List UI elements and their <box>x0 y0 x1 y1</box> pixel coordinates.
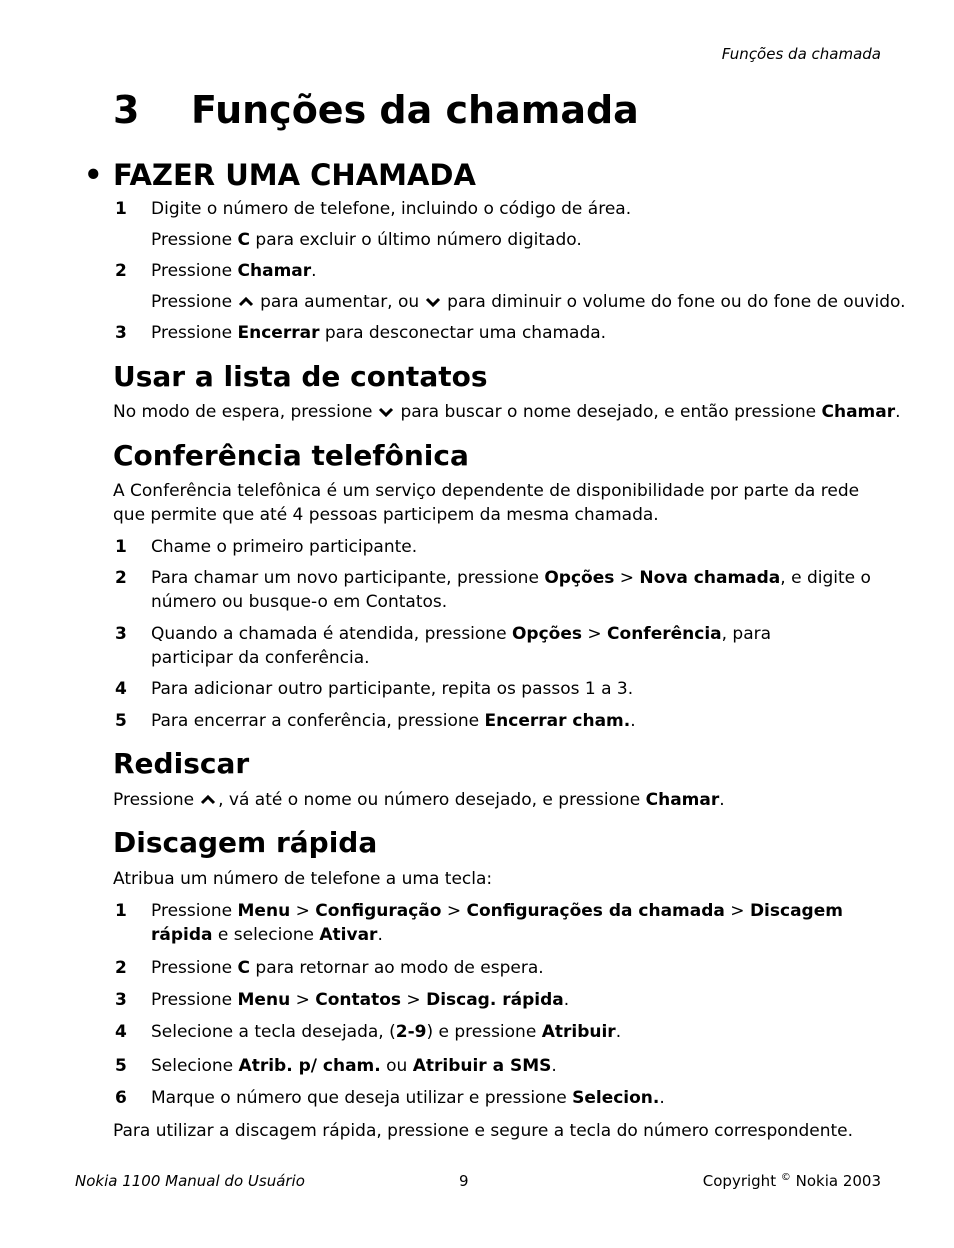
softkey-label: Chamar <box>237 261 312 281</box>
menu-label: Contatos <box>315 990 402 1010</box>
text: Selecione <box>151 1056 239 1076</box>
text: > <box>401 990 427 1010</box>
text: Copyright <box>702 1172 781 1190</box>
step-number: 2 <box>115 261 127 281</box>
step-number: 4 <box>115 679 127 699</box>
step-text <box>151 709 893 733</box>
menu-label: Encerrar cham. <box>484 711 631 731</box>
step-text <box>151 988 893 1012</box>
menu-label: Atribuir <box>541 1022 616 1042</box>
section-heading-rediscar: Rediscar <box>113 747 250 780</box>
text: ) e pressione <box>426 1022 542 1042</box>
softkey-label: Chamar <box>821 402 896 422</box>
text: > <box>581 624 608 644</box>
text: . <box>615 1022 622 1042</box>
scroll-down-icon <box>378 406 394 418</box>
section-heading-discagem-rapida: Discagem rápida <box>113 826 378 859</box>
text: para buscar o nome desejado, e então pressione <box>400 402 822 422</box>
step-number: 3 <box>115 990 127 1010</box>
step-number: 2 <box>115 568 127 588</box>
text: No modo de espera, pressione <box>113 402 373 422</box>
menu-label: Atrib. p/ cham. <box>238 1056 381 1076</box>
menu-label: Opções <box>511 624 582 644</box>
text: > <box>441 901 467 921</box>
text: Para encerrar a conferência, pressione <box>151 711 485 731</box>
text: e selecione <box>212 925 320 945</box>
text: , vá até o nome ou número desejado, e pressione <box>218 790 646 810</box>
menu-label: Menu <box>237 990 291 1010</box>
menu-label: Conferência <box>607 624 722 644</box>
paragraph: Para utilizar a discagem rápida, pressione e segure a tecla do número correspondente. <box>113 1121 854 1141</box>
text: . <box>311 261 317 281</box>
step-text: Digite o número de telefone, incluindo o código de área. <box>151 199 632 219</box>
text: . <box>895 402 901 422</box>
text: > <box>290 901 316 921</box>
text: , e digite o número ou busque-o em Contatos. <box>151 568 871 612</box>
menu-label: Discagem rápida <box>151 901 843 945</box>
key-label: 2-9 <box>395 1022 427 1042</box>
paragraph <box>113 788 893 812</box>
text: Pressione <box>151 261 238 281</box>
step-text <box>151 1086 893 1110</box>
paragraph: Atribua um número de telefone a uma tecla: <box>113 869 493 889</box>
text: para retornar ao modo de espera. <box>250 958 544 978</box>
text: Pressione <box>151 323 238 343</box>
text: . <box>377 925 383 945</box>
section-heading-conferencia: Conferência telefônica <box>113 439 469 472</box>
softkey-label: Encerrar <box>237 323 320 343</box>
text: Marque o número que deseja utilizar e pressione <box>151 1088 573 1108</box>
text: . <box>630 711 636 731</box>
menu-label: Atribuir a SMS <box>412 1056 552 1076</box>
text: Quando a chamada é atendida, pressione <box>151 624 512 644</box>
text: Pressione <box>151 958 238 978</box>
text: para aumentar, ou <box>260 292 420 312</box>
footer-manual-title: Nokia 1100 Manual do Usuário <box>75 1172 305 1190</box>
step-number: 2 <box>115 958 127 978</box>
softkey-label: Chamar <box>645 790 720 810</box>
text: Selecione a tecla desejada, ( <box>151 1022 396 1042</box>
text: . <box>551 1056 557 1076</box>
text: Nokia 2003 <box>790 1172 881 1190</box>
step-text <box>151 1020 893 1044</box>
menu-label: Nova chamada <box>639 568 781 588</box>
text: . <box>719 790 725 810</box>
text: Pressione <box>151 230 238 250</box>
step-text <box>151 622 851 670</box>
text: Pressione <box>151 901 238 921</box>
step-text: Para adicionar outro participante, repita os passos 1 a 3. <box>151 679 634 699</box>
step-text <box>151 899 893 947</box>
step-note <box>151 228 893 252</box>
text: para excluir o último número digitado. <box>250 230 582 250</box>
menu-label: Menu <box>237 901 291 921</box>
key-label: C <box>237 230 250 250</box>
step-text <box>151 956 893 980</box>
paragraph: A Conferência telefônica é um serviço dependente de disponibilidade por parte da rede que permite que até 4 pessoas participem da mesma chamada. <box>113 481 860 525</box>
text: ou <box>380 1056 413 1076</box>
softkey-label: Selecion. <box>572 1088 660 1108</box>
text: . <box>563 990 570 1010</box>
step-number: 5 <box>115 711 127 731</box>
step-text <box>151 259 893 283</box>
key-label: C <box>237 958 250 978</box>
section-title: FAZER UMA CHAMADA <box>113 158 476 192</box>
step-number: 1 <box>115 901 127 921</box>
section-heading-lista-contatos: Usar a lista de contatos <box>113 360 488 393</box>
menu-label: Configuração <box>315 901 442 921</box>
step-text <box>151 321 893 345</box>
text: > <box>614 568 640 588</box>
step-number: 1 <box>115 199 127 219</box>
text: para diminuir o volume do fone ou do fone de ouvido. <box>447 292 906 312</box>
chapter-number: 3 <box>113 88 140 132</box>
step-number: 6 <box>115 1088 127 1108</box>
text: Para chamar um novo participante, pressione <box>151 568 545 588</box>
step-text <box>151 1054 893 1078</box>
step-number: 1 <box>115 537 127 557</box>
text: > <box>724 901 750 921</box>
section-heading-fazer-chamada <box>84 158 476 192</box>
step-number: 4 <box>115 1022 127 1042</box>
chapter-heading <box>113 88 639 132</box>
text: Pressione <box>151 990 238 1010</box>
step-text <box>151 566 893 614</box>
bullet: • <box>84 158 103 192</box>
running-head: Funções da chamada <box>721 45 881 63</box>
page-number: 9 <box>459 1172 469 1190</box>
menu-label: Discag. rápida <box>426 990 564 1010</box>
text: Pressione <box>113 790 195 810</box>
scroll-up-icon <box>238 296 254 308</box>
scroll-down-icon <box>425 296 441 308</box>
step-text: Chame o primeiro participante. <box>151 537 418 557</box>
step-number: 3 <box>115 624 127 644</box>
text: , para participar da conferência. <box>151 624 772 668</box>
footer-copyright <box>703 1172 881 1190</box>
text: para desconectar uma chamada. <box>319 323 607 343</box>
step-number: 3 <box>115 323 127 343</box>
menu-label: Configurações da chamada <box>466 901 725 921</box>
step-number: 5 <box>115 1056 127 1076</box>
paragraph <box>113 400 901 424</box>
copyright-symbol: © <box>780 1172 791 1183</box>
menu-label: Ativar <box>319 925 378 945</box>
step-note <box>151 290 906 314</box>
chapter-title: Funções da chamada <box>191 88 639 132</box>
menu-label: Opções <box>544 568 615 588</box>
text: Pressione <box>151 292 233 312</box>
scroll-up-icon <box>200 794 216 806</box>
text: . <box>659 1088 665 1108</box>
text: > <box>290 990 316 1010</box>
